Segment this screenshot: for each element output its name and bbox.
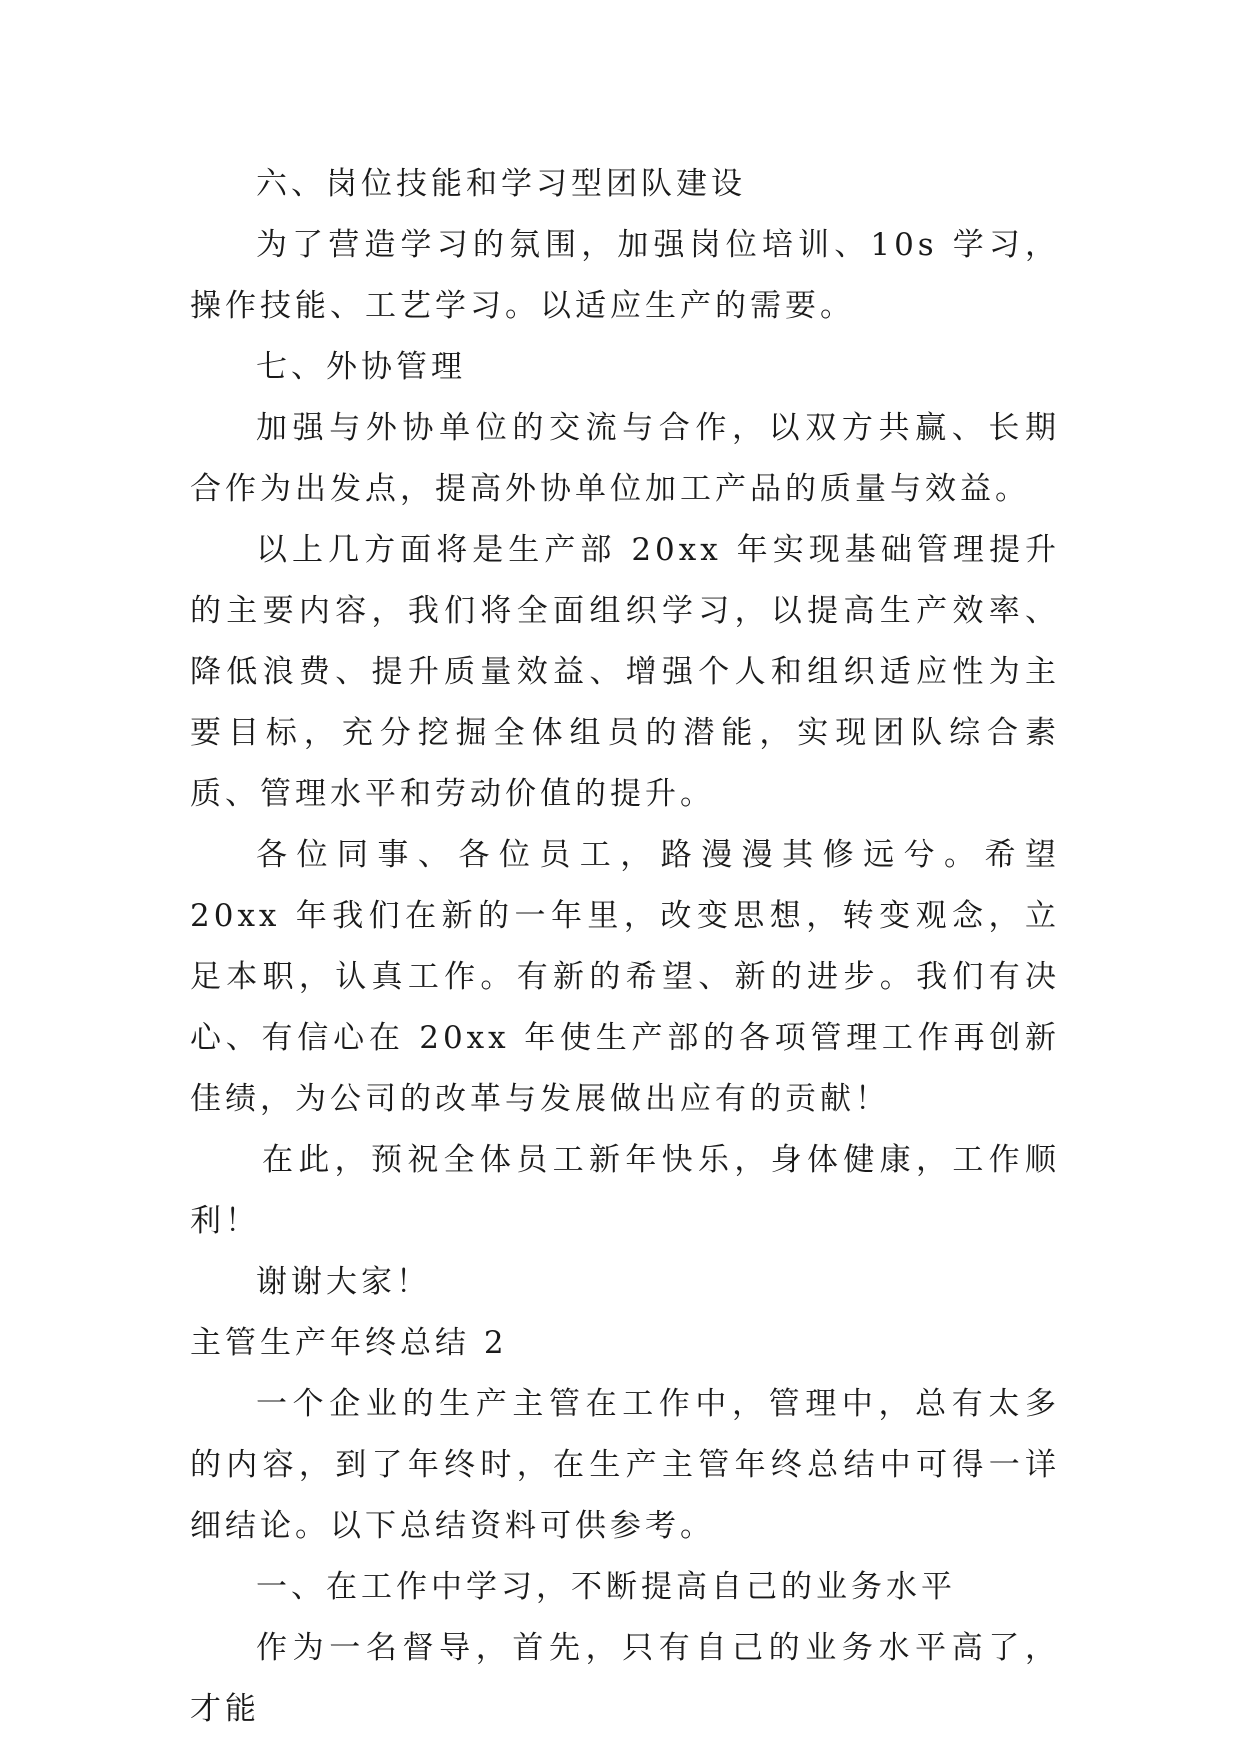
paragraph-intro: 一个企业的生产主管在工作中，管理中，总有太多的内容，到了年终时，在生产主管年终总结中可得一详细结论。以下总结资料可供参考。 [190,1386,1060,1544]
paragraph-summary: 以上几方面将是生产部 20xx 年实现基础管理提升的主要内容，我们将全面组织学习，以提高生产效率、降低浪费、提升质量效益、增强个人和组织适应性为主要目标，充分挖掘全体组员的潜能，实现团队综合素质、管理水平和劳动价值的提升。 [190,532,1060,812]
section-heading-6: 六、岗位技能和学习型团队建设 [256,166,746,202]
section-heading-1: 一、在工作中学习，不断提高自己的业务水平 [256,1569,956,1605]
paragraph-outlook: 各位同事、各位员工，路漫漫其修远兮。希望 20xx 年我们在新的一年里，改变思想，转变观念，立足本职，认真工作。有新的希望、新的进步。我们有决心、有信心在 20xx 年使生产部的各项管理工作再创新佳绩，为公司的改革与发展做出应有的贡献！ [190,837,1060,1117]
paragraph-wishes: 在此，预祝全体员工新年快乐，身体健康，工作顺利！ [190,1142,1060,1239]
section-heading-7: 七、外协管理 [256,349,466,385]
paragraph-training: 为了营造学习的氛围，加强岗位培训、10s 学习，操作技能、工艺学习。以适应生产的需要。 [190,227,1060,324]
paragraph-thanks: 谢谢大家！ [256,1264,431,1300]
document-title-2: 主管生产年终总结 2 [190,1325,508,1361]
paragraph-outsourcing: 加强与外协单位的交流与合作，以双方共赢、长期合作为出发点，提高外协单位加工产品的质量与效益。 [190,410,1060,507]
paragraph-supervisor: 作为一名督导，首先，只有自己的业务水平高了，才能 [190,1630,1060,1727]
document-body [190,154,1060,1740]
